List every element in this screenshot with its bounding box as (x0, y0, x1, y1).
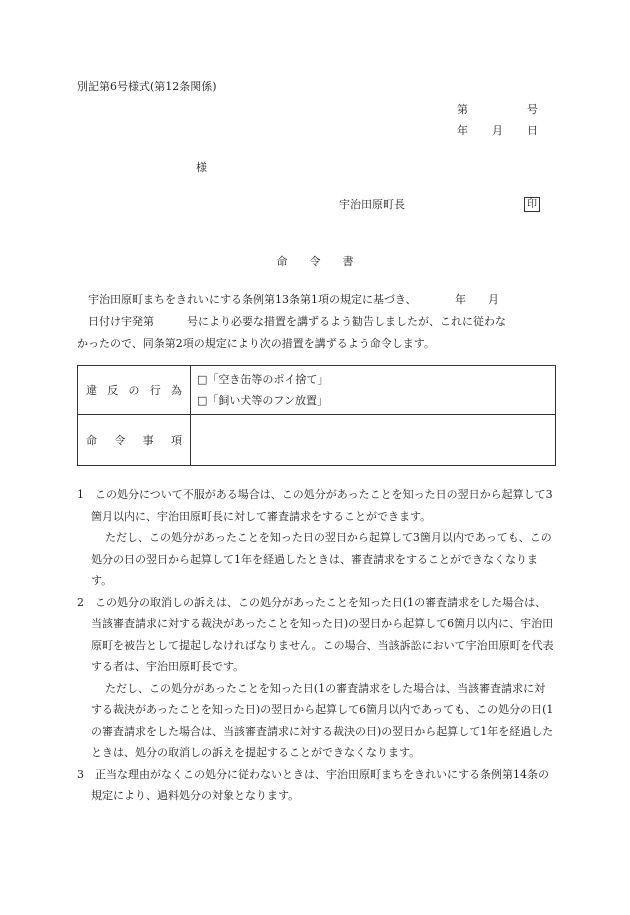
number-prefix: 第 (457, 103, 468, 116)
seal-stamp: 印 (524, 197, 540, 212)
violation-label: 違反の行為 (78, 366, 191, 415)
order-row (78, 415, 556, 466)
date-year: 年 (457, 124, 468, 137)
number-suffix: 号 (527, 103, 538, 116)
form-label: 別記第6号様式(第12条関係) (77, 80, 217, 93)
document-title: 命令書 (276, 255, 376, 268)
body-line: 宇治田原町まちをきれいにする条例第13条第1項の規定に基づき、 年 月 (77, 293, 500, 306)
violation-row (78, 366, 556, 415)
note-item-2: 2 この処分の取消しの訴えは、この処分があったことを知った日(1の審査請求をした場合は、当該審査請求に対する裁決があったことを知った日)の翌日から起算して6箇月以内に、宇治田原町を被告として提起しなければなりません。この場合、当該訴訟において宇治田原町を代表する者は、宇治田原町長です。 (77, 595, 554, 673)
body-line: 日付け宇発第 号により必要な措置を講ずるよう勧告しましたが、これに従わな (77, 315, 506, 328)
order-table (77, 365, 556, 466)
body-line: かったので、同条第2項の規定により次の措置を講ずるよう命令します。 (77, 337, 435, 350)
order-label: 命令事項 (78, 415, 191, 466)
date-month: 月 (492, 124, 503, 137)
note-continuation-2: ただし、この処分があったことを知った日(1の審査請求をした場合は、当該審査請求に対する裁決があったことを知った日)の翌日から起算して6箇月以内であっても、この処分の日(1の審査請求をした場合は、当該審査請求に対する裁決の日)の翌日から起算して1年を経過したときは、処分の取消しの訴えを提起することができなくなります。 (91, 681, 554, 759)
violation-options (191, 366, 556, 415)
notes-section (77, 484, 555, 807)
issuer-name: 宇治田原町長 (339, 198, 405, 211)
note-item-3: 3 正当な理由がなくこの処分に従わないときは、宇治田原町まちをきれいにする条例第14条の規定により、過料処分の対象となります。 (77, 767, 549, 802)
note-item-1: 1 この処分について不服がある場合は、この処分があったことを知った日の翌日から起算して3箇月以内に、宇治田原町長に対して審査請求をすることができます。 (77, 488, 553, 523)
date-day: 日 (527, 124, 538, 137)
order-value (191, 415, 556, 466)
addressee-suffix: 様 (196, 161, 207, 174)
note-continuation-1: ただし、この処分があったことを知った日の翌日から起算して3箇月以内であっても、この処分の日の翌日から起算して1年を経過したときは、審査請求をすることができなくなります。 (91, 531, 552, 587)
violation-option-dog-waste: □「飼い犬等のフン放置」 (197, 394, 328, 407)
body-paragraph (77, 289, 553, 355)
violation-option-litter: □「空き缶等のポイ捨て」 (197, 373, 329, 386)
